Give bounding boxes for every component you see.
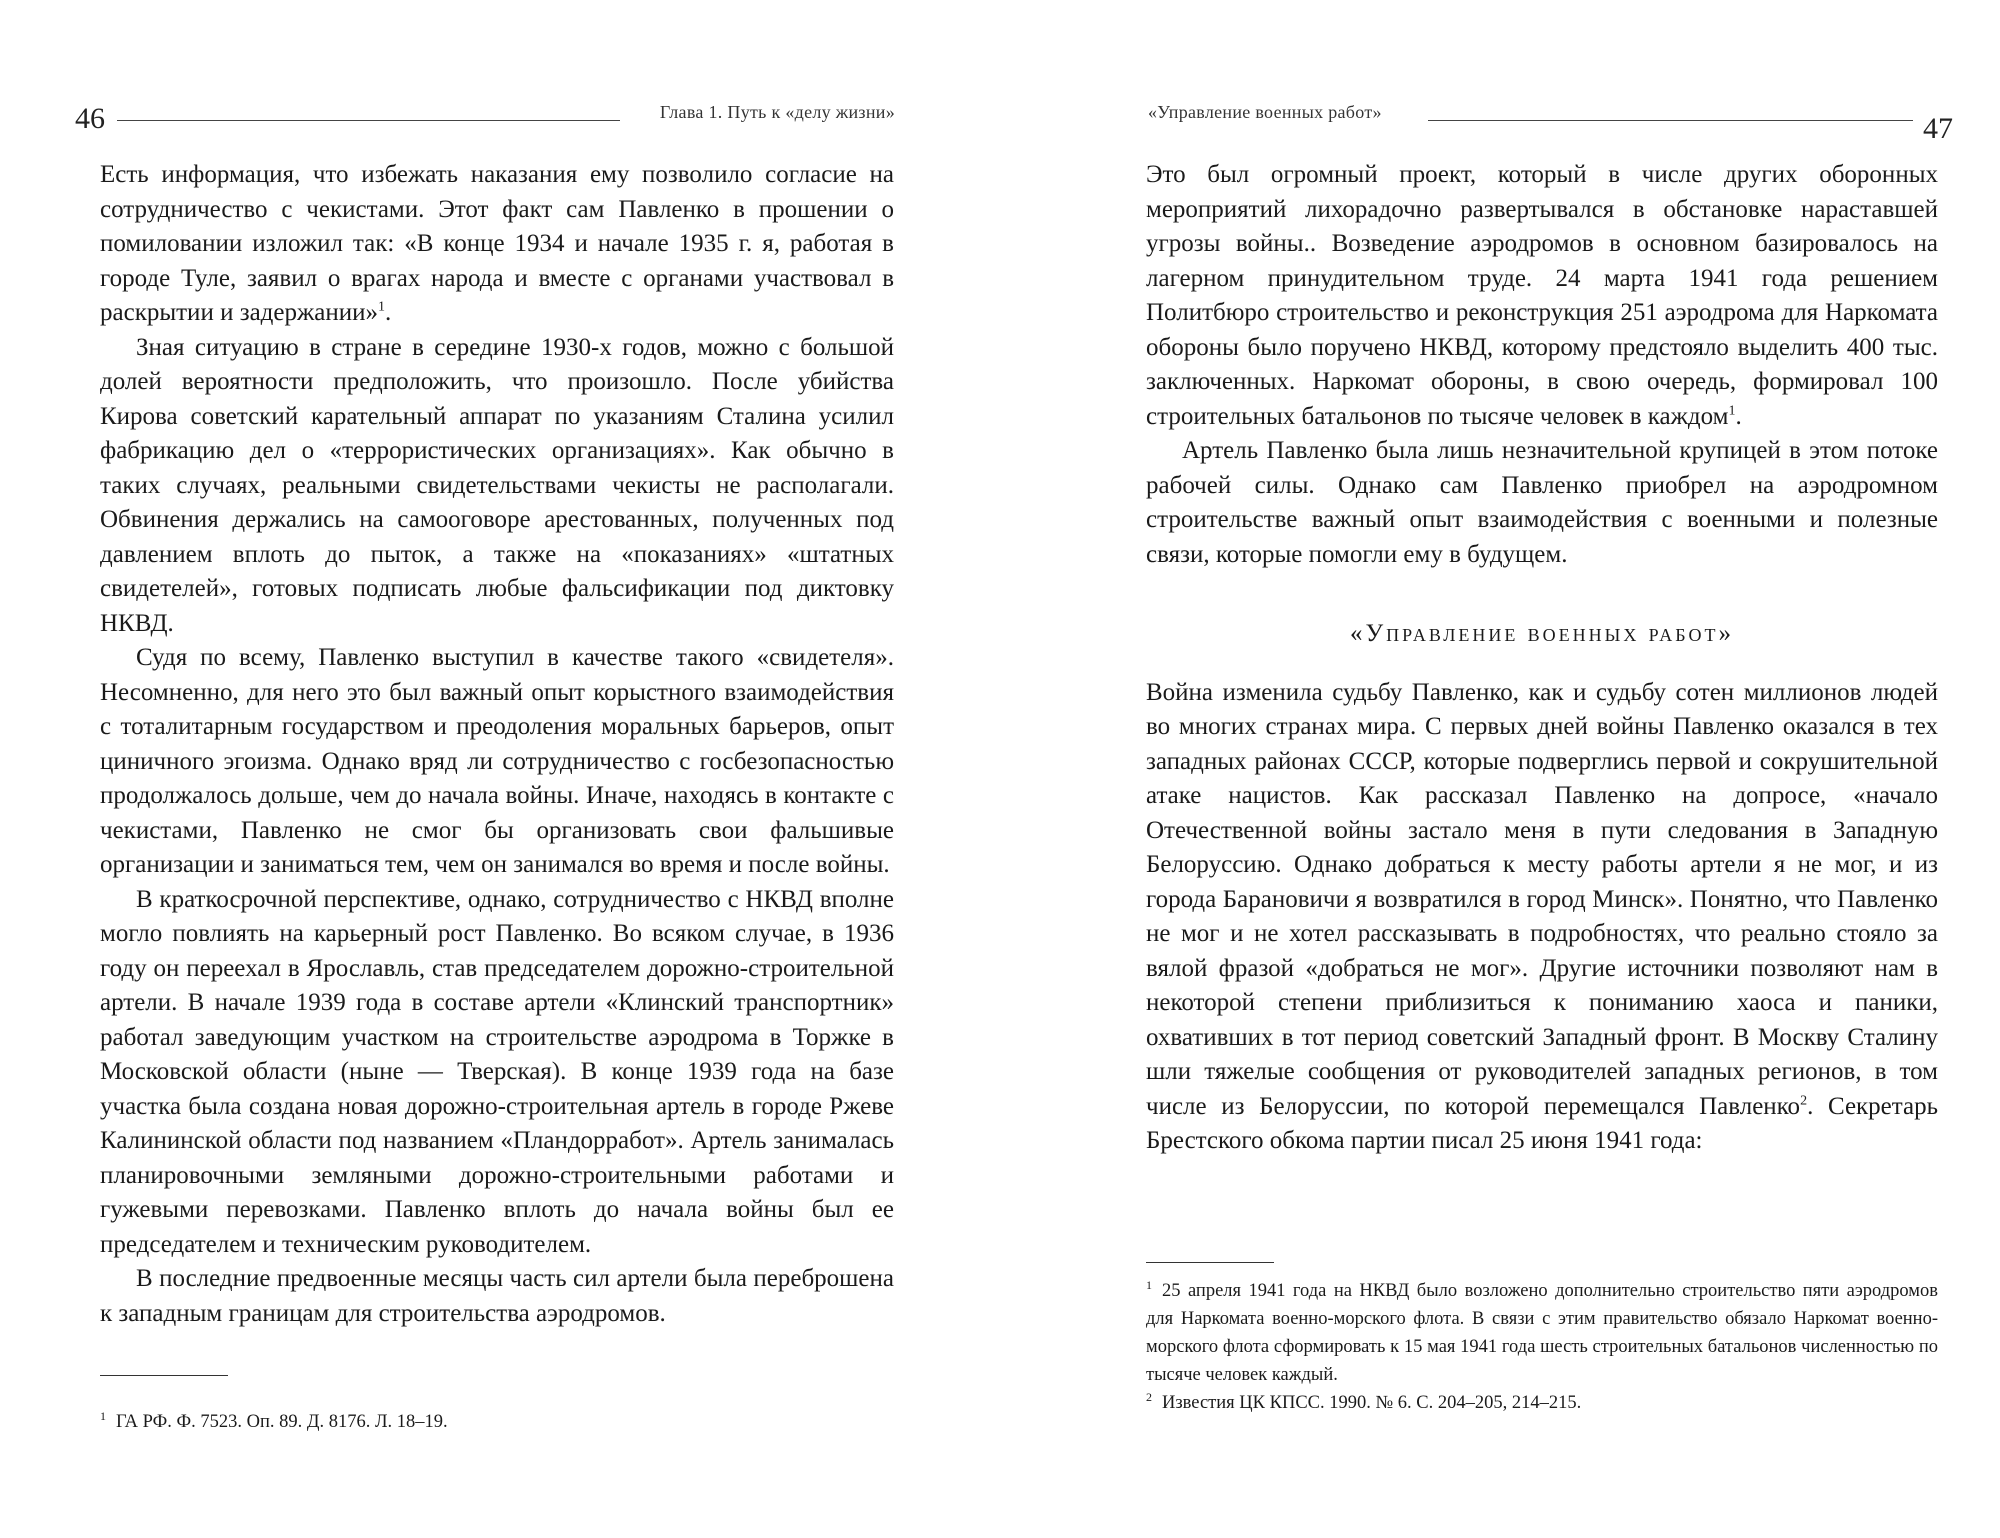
- footnote-mark: 2: [1146, 1389, 1152, 1404]
- left-page-body: [100, 158, 894, 1331]
- paragraph: Артель Павленко была лишь незначительной крупицей в этом потоке рабочей силы. Однако сам Павленко приобрел на аэродромном строительстве важный опыт взаимодействия с военными и полезные связи, которые помогли ему в будущем.: [1146, 437, 1938, 568]
- left-page-header: [75, 98, 895, 138]
- paragraph: Это был огромный проект, который в числе других оборонных мероприятий лихорадочно развертывался в обстановке нараставшей угрозы войны.. Возведение аэродромов в основном базировалось на лагерном принудительном труде. 24 марта 1941 года решением Политбюро строительство и реконструкция 251 аэродрома для Наркомата обороны было поручено НКВД, которому предстояло выделить 400 тыс. заключенных. Наркомат обороны, в свою очередь, формировал 100 строительных батальонов по тысяче человек в каждом$^1$.: [1146, 161, 1938, 430]
- footnote-mark: 1: [100, 1408, 106, 1423]
- running-head: «Управление военных работ»: [1148, 102, 1382, 122]
- footnote: $^2$ Известия ЦК КПСС. 1990. № 6. С. 204–205, 214–215.: [1146, 1389, 1582, 1413]
- paragraph: Зная ситуацию в стране в середине 1930-х годов, можно с большой долей вероятности предположить, что произошло. После убийства Кирова советский карательный аппарат по указаниям Сталина усилил фабрикацию дел о «террористических организациях». Как обычно в таких случаях, реальными свидетельствами чекисты не располагали. Обвинения держались на самооговоре арестованных, полученных под давлением вплоть до пыток, а также на «показаниях» «штатных свидетелей», готовых подписать любые фальсификации под диктовку НКВД.: [100, 333, 894, 637]
- footnote-rule: [1146, 1262, 1274, 1263]
- footnote-ref: 1: [378, 299, 385, 315]
- paragraph: Война изменила судьбу Павленко, как и судьбу сотен миллионов людей во многих странах мира. С первых дней войны Павленко оказался в тех западных районах СССР, которые подверглись первой и сокрушительной атаке нацистов. Как рассказал Павленко на допросе, «начало Отечественной войны застало меня в пути следования в Западную Белоруссию. Однако добраться к месту работы артели я не мог, и из города Барановичи я возвратился в город Минск». Понятно, что Павленко не мог и не хотел рассказывать в подробностях, что реально стояло за вялой фразой «добраться не мог». Другие источники позволяют нам в некоторой степени приблизиться к пониманию хаоса и паники, охвативших в тот период советский Западный фронт. В Москву Сталину шли тяжелые сообщения от руководителей западных регионов, в том числе из Белоруссии, по которой перемещался Павленко$^2$. Секретарь Брестского обкома партии писал 25 июня 1941 года:: [1146, 678, 1939, 1154]
- header-rule: [1428, 120, 1913, 121]
- running-head: Глава 1. Путь к «делу жизни»: [659, 102, 895, 122]
- header-rule: [117, 120, 620, 121]
- page-number: 47: [1923, 112, 1953, 145]
- footnote-mark: 1: [1146, 1277, 1152, 1292]
- section-title: «Управление военных работ»: [1349, 620, 1735, 647]
- paragraph: Судя по всему, Павленко выступил в качестве такого «свидетеля». Несомненно, для него это был важный опыт корыстного взаимодействия с тоталитарным государством и преодоления моральных барьеров, опыт циничного эгоизма. Однако вряд ли сотрудничество с госбезопасностью продолжалось дольше, чем до начала войны. Иначе, находясь в контакте с чекистами, Павленко не смог бы организовать свои фальшивые организации и заниматься тем, чем он занимался во время и после войны.: [100, 644, 894, 878]
- right-page: [1000, 0, 2000, 1538]
- footnotes: [100, 1408, 894, 1436]
- right-page-body: [1146, 158, 1938, 1159]
- footnote: $^1$ 25 апреля 1941 года на НКВД было возложено дополнительно строительство пяти аэродромов для Наркомата военно-морского флота. В связи с этим правительство обязало Наркомат военно-морского флота сформировать к 15 мая 1941 года шесть строительных батальонов численностью по тысяче человек каждый.: [1146, 1277, 1938, 1385]
- paragraph: Есть информация, что избежать наказания ему позволило согласие на сотрудничество с чекистами. Этот факт сам Павленко в прошении о помиловании изложил так: «В конце 1934 и начале 1935 г. я, работая в городе Туле, заявил о врагах народа и вместе с органами участвовал в раскрытии и задержании»$^1$.: [100, 161, 894, 326]
- footnote-rule: [100, 1375, 228, 1376]
- paragraph: В краткосрочной перспективе, однако, сотрудничество с НКВД вполне могло повлиять на карьерный рост Павленко. Во всяком случае, в 1936 году он переехал в Ярославль, став председателем дорожно-строительной артели. В начале 1939 года в составе артели «Клинский транспортник» работал заведующим участком на строительстве аэродрома в Торжке в Московской области (ныне — Тверская). В конце 1939 года на базе участка была создана новая дорожно-строительная артель в городе Ржеве Калининской области под названием «Пландорработ». Артель занималась планировочными земляными дорожно-строительными работами и гужевыми перевозками. Павленко вплоть до начала войны был ее председателем и техническим руководителем.: [100, 885, 894, 1258]
- paragraph: В последние предвоенные месяцы часть сил артели была переброшена к западным границам для строительства аэродромов.: [100, 1265, 894, 1327]
- right-page-header: [1148, 98, 1953, 145]
- footnotes: [1146, 1277, 1938, 1417]
- footnote-ref: 1: [1728, 403, 1736, 419]
- footnote-ref: 2: [1800, 1093, 1808, 1109]
- footnote: $^1$ ГА РФ. Ф. 7523. Оп. 89. Д. 8176. Л. 18–19.: [100, 1408, 448, 1432]
- page-number: 46: [75, 102, 105, 135]
